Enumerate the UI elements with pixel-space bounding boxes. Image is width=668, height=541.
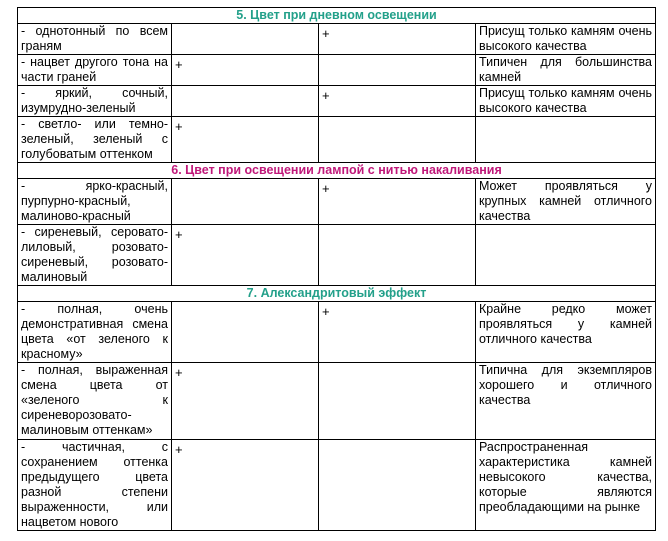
plus-mark: + [175, 365, 183, 380]
row-mark-col3 [319, 302, 476, 363]
table-row [18, 179, 656, 225]
table-row [18, 302, 656, 363]
row-description: - однотонный по всем граням [18, 24, 172, 55]
row-mark-col3 [319, 86, 476, 117]
table-row [18, 117, 656, 163]
table-row [18, 440, 656, 531]
row-mark-col2 [172, 302, 319, 363]
plus-mark: + [322, 26, 330, 41]
row-description: - полная, выраженная смена цвета от «зеленого к сиреневорозовато-малиновым оттенкам» [18, 363, 172, 440]
row-description: - полная, очень демонстративная смена цвета «от зеленого к красному» [18, 302, 172, 363]
row-note: Крайне редко может проявляться у камней отличного качества [476, 302, 656, 363]
row-mark-col3 [319, 24, 476, 55]
row-note: Присущ только камням очень высокого качества [476, 86, 656, 117]
row-description: - яркий, сочный, изумрудно-зеленый [18, 86, 172, 117]
plus-mark: + [175, 442, 183, 457]
row-description: - частичная, с сохранением оттенка предыдущего цвета разной степени выраженности, или нацветом нового [18, 440, 172, 531]
table-row [18, 55, 656, 86]
row-note [476, 117, 656, 163]
plus-mark: + [175, 119, 183, 134]
section-title-6: 6. Цвет при освещении лампой с нитью накаливания [18, 163, 656, 179]
row-mark-col2 [172, 363, 319, 440]
row-mark-col3 [319, 440, 476, 531]
row-note: Может проявляться у крупных камней отличного качества [476, 179, 656, 225]
section-header-row [18, 286, 656, 302]
table-row [18, 225, 656, 286]
row-mark-col2 [172, 179, 319, 225]
plus-mark: + [175, 227, 183, 242]
row-mark-col3 [319, 117, 476, 163]
row-description: - ярко-красный, пурпурно-красный, малиново-красный [18, 179, 172, 225]
plus-mark: + [322, 181, 330, 196]
row-mark-col3 [319, 363, 476, 440]
table-row [18, 363, 656, 440]
section-header-row [18, 8, 656, 24]
row-mark-col2 [172, 24, 319, 55]
row-note: Типична для экземпляров хорошего и отличного качества [476, 363, 656, 440]
table-row [18, 86, 656, 117]
row-note [476, 225, 656, 286]
row-mark-col3 [319, 55, 476, 86]
row-note: Распространенная характеристика камней невысокого качества, которые являются преобладающими на рынке [476, 440, 656, 531]
row-mark-col2 [172, 86, 319, 117]
section-title-7: 7. Александритовый эффект [18, 286, 656, 302]
plus-mark: + [322, 304, 330, 319]
section-header-row [18, 163, 656, 179]
row-note: Типичен для большинства камней [476, 55, 656, 86]
row-mark-col2 [172, 225, 319, 286]
row-mark-col3 [319, 225, 476, 286]
plus-mark: + [322, 88, 330, 103]
plus-mark: + [175, 57, 183, 72]
row-note: Присущ только камням очень высокого качества [476, 24, 656, 55]
characteristics-table [17, 7, 656, 531]
section-title-5: 5. Цвет при дневном освещении [18, 8, 656, 24]
table-row [18, 24, 656, 55]
row-description: - сиреневый, серовато-лиловый, розовато-сиреневый, розовато-малиновый [18, 225, 172, 286]
row-mark-col3 [319, 179, 476, 225]
row-mark-col2 [172, 440, 319, 531]
row-mark-col2 [172, 55, 319, 86]
row-description: - светло- или темно-зеленый, зеленый с голубоватым оттенком [18, 117, 172, 163]
row-description: - нацвет другого тона на части граней [18, 55, 172, 86]
row-mark-col2 [172, 117, 319, 163]
